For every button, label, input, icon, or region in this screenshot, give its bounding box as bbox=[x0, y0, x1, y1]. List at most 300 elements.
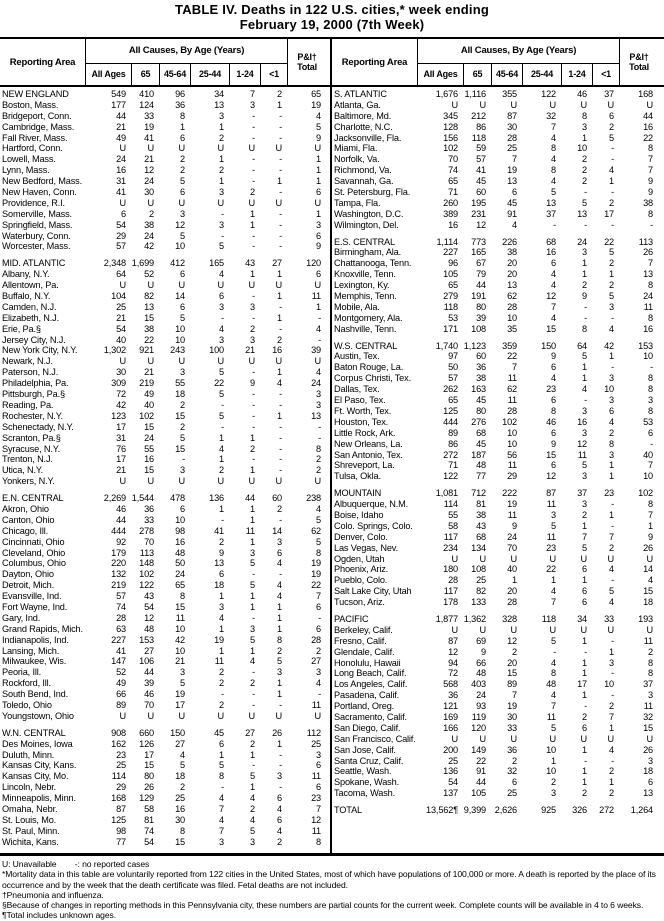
value-cell: 80 bbox=[476, 405, 486, 416]
table-row bbox=[0, 515, 330, 526]
value-cell: 68 bbox=[476, 531, 486, 542]
value-cell: 9 bbox=[250, 378, 255, 389]
table-row bbox=[332, 209, 664, 220]
value-cell: 4 bbox=[551, 176, 556, 187]
value-cell: 1,123 bbox=[463, 340, 486, 351]
value-cell: 3 bbox=[316, 389, 321, 400]
value-cell: U bbox=[479, 624, 486, 635]
table-row bbox=[332, 777, 664, 788]
value-cell: U bbox=[479, 99, 486, 110]
value-cell: 8 bbox=[551, 143, 556, 154]
value-cell: U bbox=[510, 99, 517, 110]
value-cell: 22 bbox=[507, 351, 517, 362]
value-cell: 5 bbox=[250, 558, 255, 569]
value-cell: 1 bbox=[250, 536, 255, 547]
value-cell: - bbox=[279, 121, 282, 132]
value-cell: 6 bbox=[551, 427, 556, 438]
value-cell: 4 bbox=[609, 597, 614, 608]
reporting-area-cell: TOTAL bbox=[334, 805, 363, 816]
value-cell: 10 bbox=[507, 427, 517, 438]
table-row bbox=[332, 668, 664, 679]
value-cell: 7 bbox=[609, 711, 614, 722]
value-cell: 179 bbox=[111, 547, 126, 558]
table-body-right bbox=[332, 87, 664, 853]
value-cell: 13 bbox=[577, 208, 587, 219]
value-cell: 2 bbox=[219, 165, 224, 176]
value-cell: - bbox=[279, 465, 282, 476]
value-cell: 359 bbox=[502, 340, 517, 351]
reporting-area-cell: Lowell, Mass. bbox=[2, 154, 56, 165]
table-row bbox=[0, 602, 330, 613]
value-cell: 478 bbox=[170, 493, 185, 504]
table-row bbox=[332, 543, 664, 554]
table-row bbox=[332, 625, 664, 636]
value-cell: 6 bbox=[121, 208, 126, 219]
value-cell: 15 bbox=[643, 586, 653, 597]
value-cell: U bbox=[275, 143, 282, 154]
value-cell: 22 bbox=[643, 132, 653, 143]
value-cell: 1 bbox=[582, 269, 587, 280]
value-cell: U bbox=[147, 476, 154, 487]
table-row bbox=[0, 324, 330, 335]
table-row bbox=[332, 351, 664, 362]
value-cell: 4 bbox=[551, 269, 556, 280]
value-cell: - bbox=[279, 699, 282, 710]
value-cell: 6 bbox=[512, 777, 517, 788]
table-row bbox=[0, 548, 330, 559]
table-row bbox=[332, 597, 664, 608]
reporting-area-cell: Erie, Pa.§ bbox=[2, 323, 41, 334]
value-cell: 100 bbox=[209, 345, 224, 356]
value-cell: 125 bbox=[111, 814, 126, 825]
reporting-area-cell: Santa Cruz, Calif. bbox=[334, 755, 404, 766]
table-row bbox=[332, 111, 664, 122]
reporting-area-cell: New Bedford, Mass. bbox=[2, 176, 83, 187]
value-cell: U bbox=[275, 710, 282, 721]
value-cell: 4 bbox=[277, 580, 282, 591]
value-cell: 165 bbox=[471, 247, 486, 258]
value-cell: - bbox=[279, 323, 282, 334]
value-cell: 2 bbox=[219, 678, 224, 689]
reporting-area-cell: Memphis, Tenn. bbox=[334, 291, 397, 302]
reporting-area-cell: Akron, Ohio bbox=[2, 503, 49, 514]
reporting-area-cell: Columbus, Ohio bbox=[2, 558, 66, 569]
value-cell: U bbox=[580, 624, 587, 635]
value-cell: 87 bbox=[546, 488, 556, 499]
value-cell: - bbox=[221, 208, 224, 219]
value-cell: U bbox=[646, 99, 653, 110]
value-cell: 5 bbox=[180, 230, 185, 241]
value-cell: 1,081 bbox=[435, 488, 458, 499]
table-row bbox=[332, 313, 664, 324]
table-row bbox=[0, 728, 330, 739]
value-cell: - bbox=[252, 154, 255, 165]
value-cell: U bbox=[549, 99, 556, 110]
value-cell: 55 bbox=[175, 378, 185, 389]
value-cell: 4 bbox=[277, 558, 282, 569]
value-cell: 28 bbox=[507, 301, 517, 312]
value-cell: 87 bbox=[116, 804, 126, 814]
reporting-area-cell: MOUNTAIN bbox=[334, 488, 382, 499]
value-cell: 45 bbox=[214, 727, 224, 738]
reporting-area-cell: Houston, Tex. bbox=[334, 416, 389, 427]
value-cell: - bbox=[611, 143, 614, 154]
value-cell: 10 bbox=[175, 334, 185, 345]
value-cell: 33 bbox=[604, 613, 614, 624]
value-cell: 8 bbox=[316, 836, 321, 847]
table-body bbox=[0, 87, 664, 856]
value-cell: 1 bbox=[609, 471, 614, 482]
value-cell: - bbox=[221, 421, 224, 432]
reporting-area-cell: Dayton, Ohio bbox=[2, 569, 54, 580]
reporting-area-cell: St. Louis, Mo. bbox=[2, 814, 57, 825]
value-cell: 3 bbox=[582, 471, 587, 482]
value-cell: 2 bbox=[582, 176, 587, 187]
value-cell: 64 bbox=[116, 269, 126, 280]
reporting-area-cell: Denver, Colo. bbox=[334, 531, 388, 542]
value-cell: U bbox=[607, 553, 614, 564]
table-row bbox=[332, 647, 664, 658]
value-cell: 20 bbox=[507, 586, 517, 597]
reporting-area-cell: St. Petersburg, Fla. bbox=[334, 187, 411, 198]
value-cell: 102 bbox=[139, 569, 154, 580]
value-cell: 5 bbox=[551, 520, 556, 531]
value-cell: 8 bbox=[648, 384, 653, 395]
reporting-area-cell: Lincoln, Nebr. bbox=[2, 782, 57, 793]
value-cell: 4 bbox=[316, 678, 321, 689]
value-cell: 80 bbox=[144, 771, 154, 782]
table-row bbox=[0, 826, 330, 837]
value-cell: U bbox=[275, 356, 282, 367]
value-cell: 9 bbox=[512, 520, 517, 531]
value-cell: - bbox=[611, 690, 614, 701]
value-cell: 11 bbox=[643, 635, 653, 646]
value-cell: 6 bbox=[219, 569, 224, 580]
value-cell: 6 bbox=[551, 362, 556, 373]
table-row bbox=[0, 313, 330, 324]
value-cell: 102 bbox=[443, 143, 458, 154]
value-cell: 67 bbox=[476, 258, 486, 269]
table-row bbox=[332, 712, 664, 723]
table-row bbox=[0, 739, 330, 750]
reporting-area-cell: Fort Wayne, Ind. bbox=[2, 601, 68, 612]
value-cell: U bbox=[119, 710, 126, 721]
table-row bbox=[0, 504, 330, 515]
value-cell: 19 bbox=[214, 634, 224, 645]
value-cell: 6 bbox=[180, 301, 185, 312]
reporting-area-cell: Boise, Idaho bbox=[334, 509, 384, 520]
value-cell: 1 bbox=[250, 749, 255, 760]
value-cell: 25 bbox=[507, 143, 517, 154]
reporting-area-cell: Lynn, Mass. bbox=[2, 165, 50, 176]
value-cell: - bbox=[584, 301, 587, 312]
value-cell: 87 bbox=[507, 110, 517, 121]
value-cell: 63 bbox=[116, 623, 126, 634]
value-cell: 16 bbox=[144, 454, 154, 465]
value-cell: 66 bbox=[116, 689, 126, 700]
value-cell: 24 bbox=[144, 230, 154, 241]
reporting-area-cell: Lexington, Ky. bbox=[334, 280, 390, 291]
value-cell: 3 bbox=[180, 367, 185, 378]
value-cell: 3 bbox=[250, 836, 255, 847]
value-cell: 30 bbox=[116, 367, 126, 378]
reporting-area-cell: Tampa, Fla. bbox=[334, 197, 381, 208]
reporting-area-cell: Baton Rouge, La. bbox=[334, 362, 404, 373]
table-row bbox=[0, 433, 330, 444]
value-cell: 39 bbox=[144, 678, 154, 689]
value-cell: 26 bbox=[643, 542, 653, 553]
reporting-area-cell: Waterbury, Conn. bbox=[2, 230, 71, 241]
value-cell: 10 bbox=[175, 241, 185, 252]
value-cell: 8 bbox=[582, 110, 587, 121]
reporting-area-cell: Seattle, Wash. bbox=[334, 766, 392, 777]
table-row bbox=[0, 220, 330, 231]
table-row bbox=[332, 690, 664, 701]
value-cell: 19 bbox=[311, 558, 321, 569]
reporting-area-cell: Elizabeth, N.J. bbox=[2, 312, 59, 323]
value-cell: 44 bbox=[245, 493, 255, 504]
value-cell: 3 bbox=[219, 110, 224, 121]
value-cell: 4 bbox=[219, 323, 224, 334]
value-cell: U bbox=[119, 356, 126, 367]
table-row bbox=[332, 805, 664, 816]
value-cell: 13 bbox=[311, 410, 321, 421]
reporting-area-cell: Tucson, Ariz. bbox=[334, 597, 385, 608]
table-row bbox=[332, 499, 664, 510]
value-cell: 81 bbox=[476, 499, 486, 510]
value-cell: 25 bbox=[116, 760, 126, 771]
value-cell: 163 bbox=[471, 384, 486, 395]
value-cell: 8 bbox=[648, 657, 653, 668]
reporting-area-cell: Philadelphia, Pa. bbox=[2, 378, 69, 389]
value-cell: 12 bbox=[577, 438, 587, 449]
value-cell: 31 bbox=[116, 176, 126, 187]
value-cell: 5 bbox=[582, 460, 587, 471]
footnotes bbox=[0, 856, 664, 921]
table-row bbox=[332, 220, 664, 231]
value-cell: 62 bbox=[507, 384, 517, 395]
value-cell: 168 bbox=[638, 89, 653, 99]
value-cell: 11 bbox=[546, 711, 556, 722]
value-cell: 2 bbox=[180, 154, 185, 165]
value-cell: 3 bbox=[648, 690, 653, 701]
table-row bbox=[0, 165, 330, 176]
value-cell: 162 bbox=[111, 738, 126, 749]
reporting-area-cell: Buffalo, N.Y. bbox=[2, 291, 51, 302]
value-cell: 45 bbox=[476, 176, 486, 187]
value-cell: 22 bbox=[604, 236, 614, 247]
value-cell: 36 bbox=[448, 690, 458, 701]
table-row bbox=[0, 558, 330, 569]
value-cell: U bbox=[147, 356, 154, 367]
value-cell: U bbox=[217, 280, 224, 291]
value-cell: 98 bbox=[116, 825, 126, 836]
table-row bbox=[0, 198, 330, 209]
value-cell: - bbox=[252, 389, 255, 400]
table-row bbox=[332, 198, 664, 209]
value-cell: 7 bbox=[512, 362, 517, 373]
value-cell: - bbox=[279, 569, 282, 580]
table-row bbox=[0, 804, 330, 815]
table-title bbox=[0, 0, 664, 32]
value-cell: 3 bbox=[277, 536, 282, 547]
value-cell: 17 bbox=[175, 699, 185, 710]
value-cell: 45 bbox=[476, 395, 486, 406]
footnote: §Because of changes in reporting methods in this Pennsylvania city, these numbers are partial counts for the current week. Complete counts will be available in 4 to 6 weeks. bbox=[2, 900, 644, 911]
value-cell: 17 bbox=[577, 679, 587, 690]
value-cell: 12 bbox=[311, 814, 321, 825]
value-cell: - bbox=[221, 514, 224, 525]
value-cell: 82 bbox=[144, 291, 154, 302]
value-cell: 1 bbox=[609, 646, 614, 657]
table-row bbox=[0, 771, 330, 782]
value-cell: 1 bbox=[316, 165, 321, 176]
table-title-line2: February 19, 2000 (7th Week) bbox=[239, 17, 425, 32]
table-body-left bbox=[0, 87, 332, 853]
value-cell: U bbox=[248, 197, 255, 208]
value-cell: 22 bbox=[311, 580, 321, 591]
value-cell: 64 bbox=[577, 340, 587, 351]
value-cell: 5 bbox=[180, 176, 185, 187]
reporting-area-cell: Reading, Pa. bbox=[2, 399, 54, 410]
value-cell: 328 bbox=[502, 613, 517, 624]
value-cell: 3 bbox=[316, 667, 321, 678]
value-cell: 1 bbox=[582, 690, 587, 701]
value-cell: 169 bbox=[443, 711, 458, 722]
value-cell: 3 bbox=[277, 667, 282, 678]
value-cell: 1 bbox=[277, 291, 282, 302]
value-cell: 108 bbox=[471, 564, 486, 575]
value-cell: 11 bbox=[507, 460, 517, 471]
value-cell: 6 bbox=[316, 269, 321, 280]
value-cell: 114 bbox=[111, 771, 126, 782]
value-cell: 27 bbox=[272, 258, 282, 269]
reporting-area-cell: Duluth, Minn. bbox=[2, 749, 55, 760]
value-cell: 9 bbox=[582, 291, 587, 302]
value-cell: 2 bbox=[250, 323, 255, 334]
value-cell: 28 bbox=[448, 575, 458, 586]
reporting-area-cell: El Paso, Tex. bbox=[334, 395, 386, 406]
value-cell: 44 bbox=[643, 110, 653, 121]
value-cell: - bbox=[252, 760, 255, 771]
value-cell: 3 bbox=[250, 334, 255, 345]
value-cell: 178 bbox=[443, 597, 458, 608]
reporting-area-cell: San Jose, Calif. bbox=[334, 744, 396, 755]
table-header-left bbox=[0, 39, 332, 85]
value-cell: - bbox=[252, 667, 255, 678]
reporting-area-cell: Detroit, Mich. bbox=[2, 580, 55, 591]
value-cell: 105 bbox=[443, 269, 458, 280]
table-row bbox=[0, 291, 330, 302]
value-cell: 5 bbox=[582, 197, 587, 208]
value-cell: 117 bbox=[443, 531, 458, 542]
value-cell: - bbox=[252, 367, 255, 378]
value-cell: 40 bbox=[144, 399, 154, 410]
table-row bbox=[0, 100, 330, 111]
value-cell: 57 bbox=[476, 154, 486, 165]
value-cell: 2 bbox=[316, 465, 321, 476]
table-row bbox=[0, 143, 330, 154]
value-cell: 5 bbox=[180, 678, 185, 689]
value-cell: 2 bbox=[316, 645, 321, 656]
reporting-area-cell: W.N. CENTRAL bbox=[2, 727, 66, 738]
value-cell: 137 bbox=[443, 788, 458, 799]
value-cell: 5 bbox=[316, 121, 321, 132]
value-cell: 6 bbox=[551, 395, 556, 406]
value-cell: 1,544 bbox=[131, 493, 154, 504]
value-cell: - bbox=[584, 312, 587, 323]
value-cell: 49 bbox=[116, 132, 126, 143]
value-cell: 1 bbox=[219, 176, 224, 187]
value-cell: 30 bbox=[507, 711, 517, 722]
value-cell: 19 bbox=[507, 701, 517, 712]
value-cell: 21 bbox=[245, 345, 255, 356]
value-cell: 102 bbox=[502, 416, 517, 427]
reporting-area-cell: Sacramento, Calif. bbox=[334, 711, 407, 722]
value-cell: 168 bbox=[111, 793, 126, 804]
value-cell: 2 bbox=[582, 711, 587, 722]
value-cell: 19 bbox=[311, 569, 321, 580]
value-cell: 34 bbox=[214, 89, 224, 99]
reporting-area-cell: Nashville, Tenn. bbox=[334, 323, 397, 334]
table-row bbox=[0, 154, 330, 165]
value-cell: 41 bbox=[214, 525, 224, 536]
value-cell: U bbox=[217, 356, 224, 367]
value-cell: 54 bbox=[448, 777, 458, 788]
value-cell: 10 bbox=[577, 143, 587, 154]
value-cell: 15 bbox=[144, 421, 154, 432]
value-cell: 21 bbox=[175, 656, 185, 667]
value-cell: 62 bbox=[507, 291, 517, 302]
table-row bbox=[0, 760, 330, 771]
value-cell: 18 bbox=[643, 597, 653, 608]
value-cell: 8 bbox=[648, 312, 653, 323]
table-row bbox=[0, 378, 330, 389]
table-row bbox=[332, 471, 664, 482]
value-cell: U bbox=[479, 733, 486, 744]
value-cell: 132 bbox=[111, 569, 126, 580]
value-cell: U bbox=[248, 143, 255, 154]
value-cell: 1 bbox=[316, 176, 321, 187]
value-cell: 7 bbox=[551, 301, 556, 312]
reporting-area-cell: NEW ENGLAND bbox=[2, 89, 69, 99]
value-cell: 11 bbox=[311, 291, 321, 302]
value-cell: 10 bbox=[507, 312, 517, 323]
value-cell: 25 bbox=[476, 575, 486, 586]
value-cell: 773 bbox=[471, 236, 486, 247]
value-cell: U bbox=[314, 143, 321, 154]
value-cell: 8 bbox=[180, 110, 185, 121]
value-cell: 1 bbox=[250, 591, 255, 602]
value-cell: - bbox=[279, 432, 282, 443]
table-row bbox=[332, 280, 664, 291]
value-cell: 6 bbox=[609, 110, 614, 121]
value-cell: 4 bbox=[512, 219, 517, 230]
value-cell: - bbox=[279, 165, 282, 176]
value-cell: 660 bbox=[139, 727, 154, 738]
value-cell: 126 bbox=[139, 738, 154, 749]
value-cell: 53 bbox=[643, 416, 653, 427]
value-cell: 22 bbox=[476, 755, 486, 766]
reporting-area-cell: W.S. CENTRAL bbox=[334, 340, 398, 351]
value-cell: 50 bbox=[448, 362, 458, 373]
value-cell: 5 bbox=[582, 542, 587, 553]
value-cell: 11 bbox=[546, 531, 556, 542]
value-cell: - bbox=[279, 389, 282, 400]
value-cell: 5 bbox=[250, 634, 255, 645]
pni-total-label: Total bbox=[629, 62, 649, 72]
value-cell: 3 bbox=[219, 301, 224, 312]
